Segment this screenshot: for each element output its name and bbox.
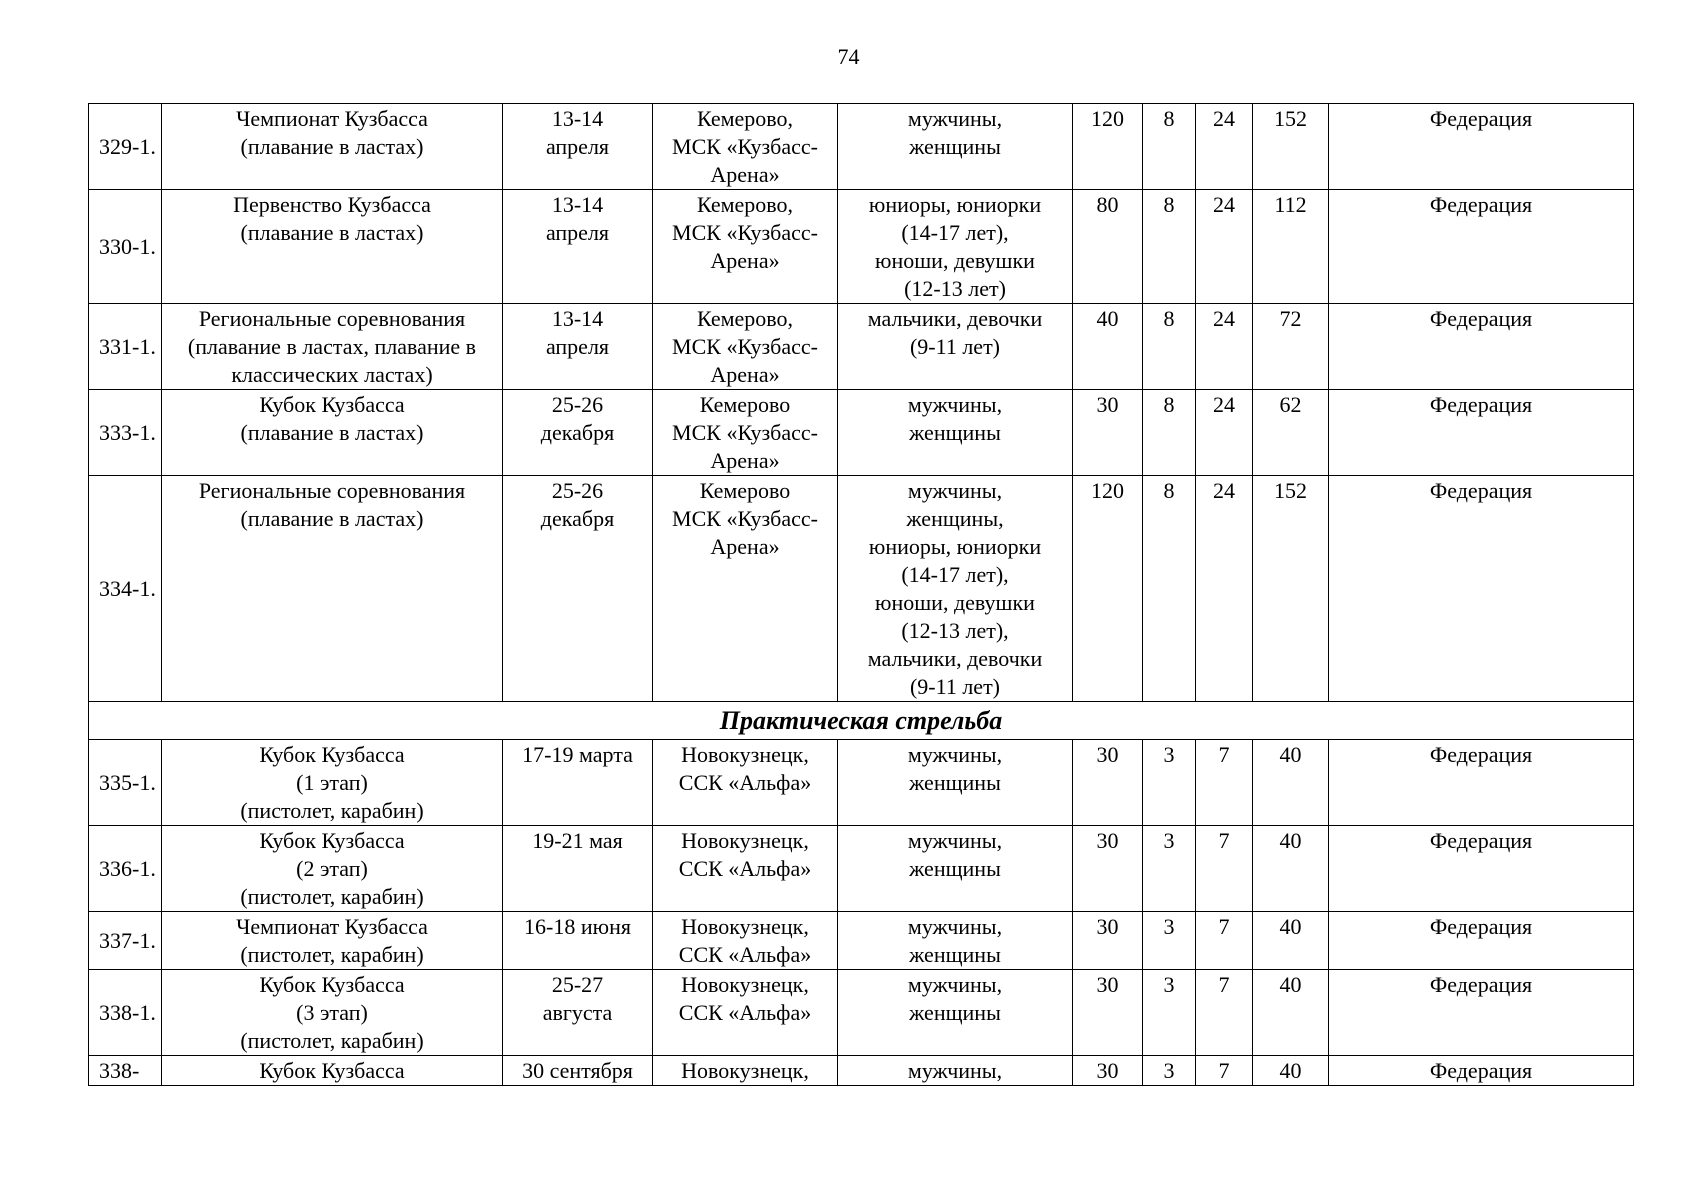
event-name-line: Кубок Кузбасса: [259, 1058, 405, 1083]
event-place-line: Кемерово,: [696, 106, 794, 131]
event-place-line: Арена»: [710, 248, 780, 273]
event-participants-line: мальчики, девочки: [867, 306, 1043, 331]
coaches-count: 3: [1143, 826, 1196, 912]
event-name-line: Первенство Кузбасса: [233, 192, 431, 217]
event-participants-line: юниоры, юниорки: [868, 534, 1042, 559]
event-dates-line: 25-27: [551, 972, 604, 997]
total-count: 152: [1253, 476, 1329, 702]
table-row: [89, 190, 1634, 304]
event-name: [162, 740, 503, 826]
swimming-rows: [89, 104, 1634, 702]
event-participants-line: юниоры, юниорки: [868, 192, 1042, 217]
event-name-line: Чемпионат Кузбасса: [236, 914, 428, 939]
event-place: [653, 912, 838, 970]
judges-count: 7: [1196, 826, 1253, 912]
event-name: [162, 826, 503, 912]
event-dates: [503, 740, 653, 826]
event-participants-line: женщины: [909, 420, 1001, 445]
event-place-line: МСК «Кузбасс-: [672, 220, 818, 245]
event-participants: [838, 826, 1073, 912]
coaches-count: 3: [1143, 970, 1196, 1056]
event-name: [162, 912, 503, 970]
total-count: 40: [1253, 912, 1329, 970]
judges-count: 24: [1196, 476, 1253, 702]
judges-count: 24: [1196, 104, 1253, 190]
event-participants-line: (9-11 лет): [909, 674, 1001, 699]
total-count: 152: [1253, 104, 1329, 190]
event-number: 330-1.: [89, 190, 162, 304]
event-participants-line: женщины: [909, 770, 1001, 795]
coaches-count: 3: [1143, 1056, 1196, 1086]
event-participants-line: женщины: [909, 856, 1001, 881]
event-dates: [503, 912, 653, 970]
coaches-count: 3: [1143, 912, 1196, 970]
event-place-line: Новокузнецк,: [681, 742, 809, 767]
coaches-count: 8: [1143, 190, 1196, 304]
event-place-line: Кемерово,: [696, 306, 794, 331]
event-number: 337-1.: [89, 912, 162, 970]
organizer: Федерация: [1329, 970, 1634, 1056]
organizer: Федерация: [1329, 390, 1634, 476]
event-place-line: Арена»: [710, 534, 780, 559]
event-name-line: (3 этап): [296, 1000, 368, 1025]
organizer: Федерация: [1329, 104, 1634, 190]
event-name-line: (плавание в ластах): [240, 220, 424, 245]
event-dates: [503, 476, 653, 702]
event-name-line: Кубок Кузбасса: [259, 972, 405, 997]
table-row: [89, 826, 1634, 912]
event-dates-line: августа: [542, 1000, 613, 1025]
event-place: [653, 390, 838, 476]
event-participants-line: (9-11 лет): [909, 334, 1001, 359]
event-name-line: (плавание в ластах, плавание в: [187, 334, 477, 359]
athletes-count: 30: [1073, 1056, 1143, 1086]
table-row: [89, 390, 1634, 476]
event-participants: [838, 104, 1073, 190]
athletes-count: 80: [1073, 190, 1143, 304]
event-participants-line: (12-13 лет),: [901, 618, 1009, 643]
event-place-line: Кемерово,: [696, 192, 794, 217]
event-participants: [838, 476, 1073, 702]
event-dates: [503, 104, 653, 190]
event-name-line: (пистолет, карабин): [240, 942, 424, 967]
event-name-line: Региональные соревнования: [198, 478, 466, 503]
event-dates: [503, 390, 653, 476]
event-place: [653, 970, 838, 1056]
organizer: Федерация: [1329, 476, 1634, 702]
page-number: 74: [837, 44, 860, 69]
event-dates-line: декабря: [540, 420, 615, 445]
athletes-count: 30: [1073, 912, 1143, 970]
event-name: [162, 390, 503, 476]
event-dates-line: 13-14: [551, 192, 604, 217]
event-name: [162, 1056, 503, 1086]
athletes-count: 120: [1073, 476, 1143, 702]
event-participants-line: женщины: [909, 134, 1001, 159]
event-dates-line: 17-19 марта: [522, 742, 633, 767]
event-place: [653, 104, 838, 190]
event-dates-line: декабря: [540, 506, 615, 531]
organizer: Федерация: [1329, 190, 1634, 304]
athletes-count: 30: [1073, 970, 1143, 1056]
event-number: 329-1.: [89, 104, 162, 190]
event-name-line: Чемпионат Кузбасса: [236, 106, 428, 131]
event-participants-line: женщины: [909, 1000, 1001, 1025]
event-place-line: ССК «Альфа»: [678, 770, 812, 795]
judges-count: 24: [1196, 304, 1253, 390]
event-dates-line: 13-14: [551, 106, 604, 131]
event-place-line: МСК «Кузбасс-: [672, 506, 818, 531]
coaches-count: 8: [1143, 476, 1196, 702]
event-participants-line: мужчины,: [907, 478, 1003, 503]
event-dates: [503, 190, 653, 304]
event-place-line: Новокузнецк,: [681, 828, 809, 853]
coaches-count: 3: [1143, 740, 1196, 826]
judges-count: 7: [1196, 912, 1253, 970]
event-name-line: (плавание в ластах): [240, 420, 424, 445]
total-count: 40: [1253, 1056, 1329, 1086]
event-participants-line: мужчины,: [907, 972, 1003, 997]
event-name-line: (пистолет, карабин): [240, 798, 424, 823]
event-participants-line: мужчины,: [907, 106, 1003, 131]
event-dates: [503, 1056, 653, 1086]
event-name-line: Региональные соревнования: [198, 306, 466, 331]
event-participants-line: мужчины,: [907, 392, 1003, 417]
event-participants-line: юноши, девушки: [875, 590, 1035, 615]
event-place-line: МСК «Кузбасс-: [672, 420, 818, 445]
total-count: 72: [1253, 304, 1329, 390]
event-name: [162, 104, 503, 190]
event-place-line: ССК «Альфа»: [678, 856, 812, 881]
judges-count: 7: [1196, 1056, 1253, 1086]
event-participants-line: мужчины,: [907, 828, 1003, 853]
event-participants: [838, 390, 1073, 476]
total-count: 62: [1253, 390, 1329, 476]
table-row: [89, 104, 1634, 190]
judges-count: 7: [1196, 740, 1253, 826]
event-place-line: Кемерово: [699, 478, 791, 503]
table-row: [89, 740, 1634, 826]
event-place: [653, 826, 838, 912]
event-place-line: МСК «Кузбасс-: [672, 134, 818, 159]
total-count: 40: [1253, 740, 1329, 826]
athletes-count: 30: [1073, 390, 1143, 476]
event-dates: [503, 304, 653, 390]
event-number: 335-1.: [89, 740, 162, 826]
event-place-line: Новокузнецк,: [681, 972, 809, 997]
event-number: 338-1.: [89, 970, 162, 1056]
event-place: [653, 476, 838, 702]
event-number: 334-1.: [89, 476, 162, 702]
event-place: [653, 740, 838, 826]
section-header-row: [89, 702, 1634, 740]
event-number: 333-1.: [89, 390, 162, 476]
event-number: 338-: [89, 1056, 162, 1086]
event-dates-line: 16-18 июня: [524, 914, 631, 939]
event-participants: [838, 740, 1073, 826]
event-participants-line: женщины,: [906, 506, 1004, 531]
event-place-line: ССК «Альфа»: [678, 942, 812, 967]
event-name-line: (2 этап): [296, 856, 368, 881]
table-row: [89, 476, 1634, 702]
shooting-rows: [89, 740, 1634, 1086]
event-number: 331-1.: [89, 304, 162, 390]
event-participants: [838, 190, 1073, 304]
event-dates-line: апреля: [545, 334, 610, 359]
organizer: Федерация: [1329, 1056, 1634, 1086]
judges-count: 24: [1196, 190, 1253, 304]
event-dates-line: апреля: [545, 134, 610, 159]
event-name-line: Кубок Кузбасса: [259, 828, 405, 853]
event-participants-line: (14-17 лет),: [901, 562, 1009, 587]
table-row: [89, 970, 1634, 1056]
table-row: [89, 304, 1634, 390]
event-name: [162, 476, 503, 702]
event-name: [162, 970, 503, 1056]
event-participants: [838, 304, 1073, 390]
event-name-line: (плавание в ластах): [240, 134, 424, 159]
event-place-line: МСК «Кузбасс-: [672, 334, 818, 359]
event-name-line: классических ластах): [231, 362, 433, 387]
total-count: 40: [1253, 826, 1329, 912]
organizer: Федерация: [1329, 304, 1634, 390]
event-participants-line: женщины: [909, 942, 1001, 967]
event-number: 336-1.: [89, 826, 162, 912]
event-name-line: (пистолет, карабин): [240, 1028, 424, 1053]
total-count: 112: [1253, 190, 1329, 304]
athletes-count: 30: [1073, 826, 1143, 912]
event-participants-line: мужчины,: [907, 742, 1003, 767]
event-dates: [503, 826, 653, 912]
table-row: [89, 1056, 1634, 1086]
coaches-count: 8: [1143, 104, 1196, 190]
athletes-count: 30: [1073, 740, 1143, 826]
event-dates: [503, 970, 653, 1056]
event-name: [162, 304, 503, 390]
coaches-count: 8: [1143, 390, 1196, 476]
event-place-line: Новокузнецк,: [681, 1058, 809, 1083]
event-participants-line: мальчики, девочки: [867, 646, 1043, 671]
event-dates-line: 30 сентября: [522, 1058, 633, 1083]
event-participants-line: (14-17 лет),: [901, 220, 1009, 245]
organizer: Федерация: [1329, 826, 1634, 912]
event-place: [653, 304, 838, 390]
event-participants-line: юноши, девушки: [875, 248, 1035, 273]
organizer: Федерация: [1329, 912, 1634, 970]
organizer: Федерация: [1329, 740, 1634, 826]
coaches-count: 8: [1143, 304, 1196, 390]
event-place-line: Арена»: [710, 448, 780, 473]
event-place-line: Кемерово: [699, 392, 791, 417]
judges-count: 7: [1196, 970, 1253, 1056]
event-name-line: (плавание в ластах): [240, 506, 424, 531]
event-name-line: (пистолет, карабин): [240, 884, 424, 909]
event-dates-line: 13-14: [551, 306, 604, 331]
athletes-count: 120: [1073, 104, 1143, 190]
event-place: [653, 1056, 838, 1086]
event-dates-line: апреля: [545, 220, 610, 245]
event-dates-line: 25-26: [551, 392, 604, 417]
total-count: 40: [1253, 970, 1329, 1056]
event-dates-line: 19-21 мая: [532, 828, 623, 853]
event-participants-line: (12-13 лет): [904, 276, 1006, 301]
event-participants-line: мужчины,: [907, 914, 1003, 939]
event-place: [653, 190, 838, 304]
event-participants-line: мужчины,: [907, 1058, 1003, 1083]
event-name-line: Кубок Кузбасса: [259, 392, 405, 417]
athletes-count: 40: [1073, 304, 1143, 390]
judges-count: 24: [1196, 390, 1253, 476]
event-place-line: Арена»: [710, 362, 780, 387]
table-row: [89, 912, 1634, 970]
event-place-line: ССК «Альфа»: [678, 1000, 812, 1025]
event-participants: [838, 1056, 1073, 1086]
section-title: Практическая стрельба: [89, 702, 1634, 740]
event-place-line: Арена»: [710, 162, 780, 187]
events-table: [88, 103, 1634, 1086]
event-name-line: Кубок Кузбасса: [259, 742, 405, 767]
event-name-line: (1 этап): [296, 770, 368, 795]
event-dates-line: 25-26: [551, 478, 604, 503]
event-participants: [838, 912, 1073, 970]
event-participants: [838, 970, 1073, 1056]
event-place-line: Новокузнецк,: [681, 914, 809, 939]
event-name: [162, 190, 503, 304]
